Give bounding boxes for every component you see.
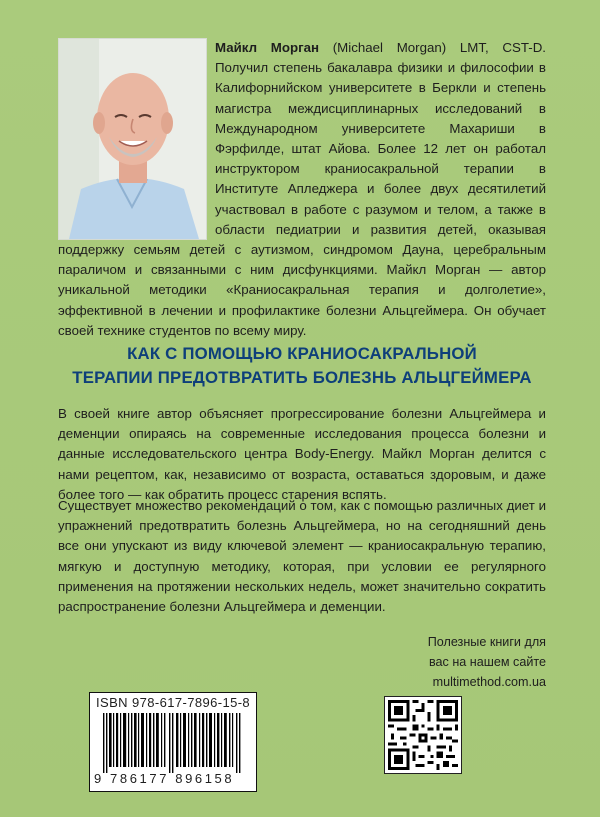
barcode-bars xyxy=(95,713,251,773)
author-bio-text: (Michael Morgan) LMT, CST-D. Получил степень бакалавра физики и философии в Калифорнийском университете в Беркли и степень магистра междисциплинарных исследований в Международном университете Махариши в Фэрфилде, штат Айова. Более 12 лет он работал инструктором краниосакральной терапии в Институте Апледжера и более двух десятилетий участвовал в работе с разумом и телом, а также в области педиатрии и развития детей, оказывая поддержку семьям детей с аутизмом, синдромом Дауна, церебральным параличом и связанными с ним дисфункциями. Майкл Морган — автор уникальной методики «Краниосакральная терапия и долголетие», эффективной в лечении и профилактике болезни Альцгеймера. Он обучает своей технике студентов по всему миру. xyxy=(58,40,546,338)
website-promo-line-2: вас на нашем сайте xyxy=(429,655,546,669)
qr-code[interactable] xyxy=(384,696,462,774)
website-promo-line-1: Полезные книги для xyxy=(427,635,546,649)
isbn-barcode xyxy=(89,692,257,792)
section-title xyxy=(58,342,546,390)
website-url[interactable]: multimethod.com.ua xyxy=(432,675,546,689)
website-promo xyxy=(330,632,546,692)
author-photo xyxy=(58,38,207,240)
section-title-line-2: ТЕРАПИИ ПРЕДОТВРАТИТЬ БОЛЕЗНЬ АЛЬЦГЕЙМЕРА xyxy=(72,368,532,387)
paragraph-2: Существует множество рекомендаций о том, как с помощью различных диет и упражнений предотвратить болезнь Альцгеймера, но на сегодняшний день все они упускают из виду ключевой элемент — краниосакральную терапию, мягкую и доступную методику, которая, при условии ее регулярного применения на протяжении нескольких недель, может значительно сократить распространение болезни Альцгеймера и деменции. xyxy=(58,498,546,615)
section-title-line-1: КАК С ПОМОЩЬЮ КРАНИОСАКРАЛЬНОЙ xyxy=(127,344,477,363)
paragraph-1: В своей книге автор объясняет прогрессирование болезни Альцгеймера и деменции опираясь на современные исследования процесса болезни и данные исследовательского центра Body-Energy. Майкл Морган делится с нами рецептом, как, независимо от возраста, оставаться здоровым, и даже более того — как обратить процесс старения вспять. xyxy=(58,406,546,502)
isbn-number: ISBN 978-617-7896-15-8 xyxy=(96,695,251,710)
author-name: Майкл Морган xyxy=(215,40,320,55)
barcode-digits: 9 786177 896158 xyxy=(94,771,235,786)
